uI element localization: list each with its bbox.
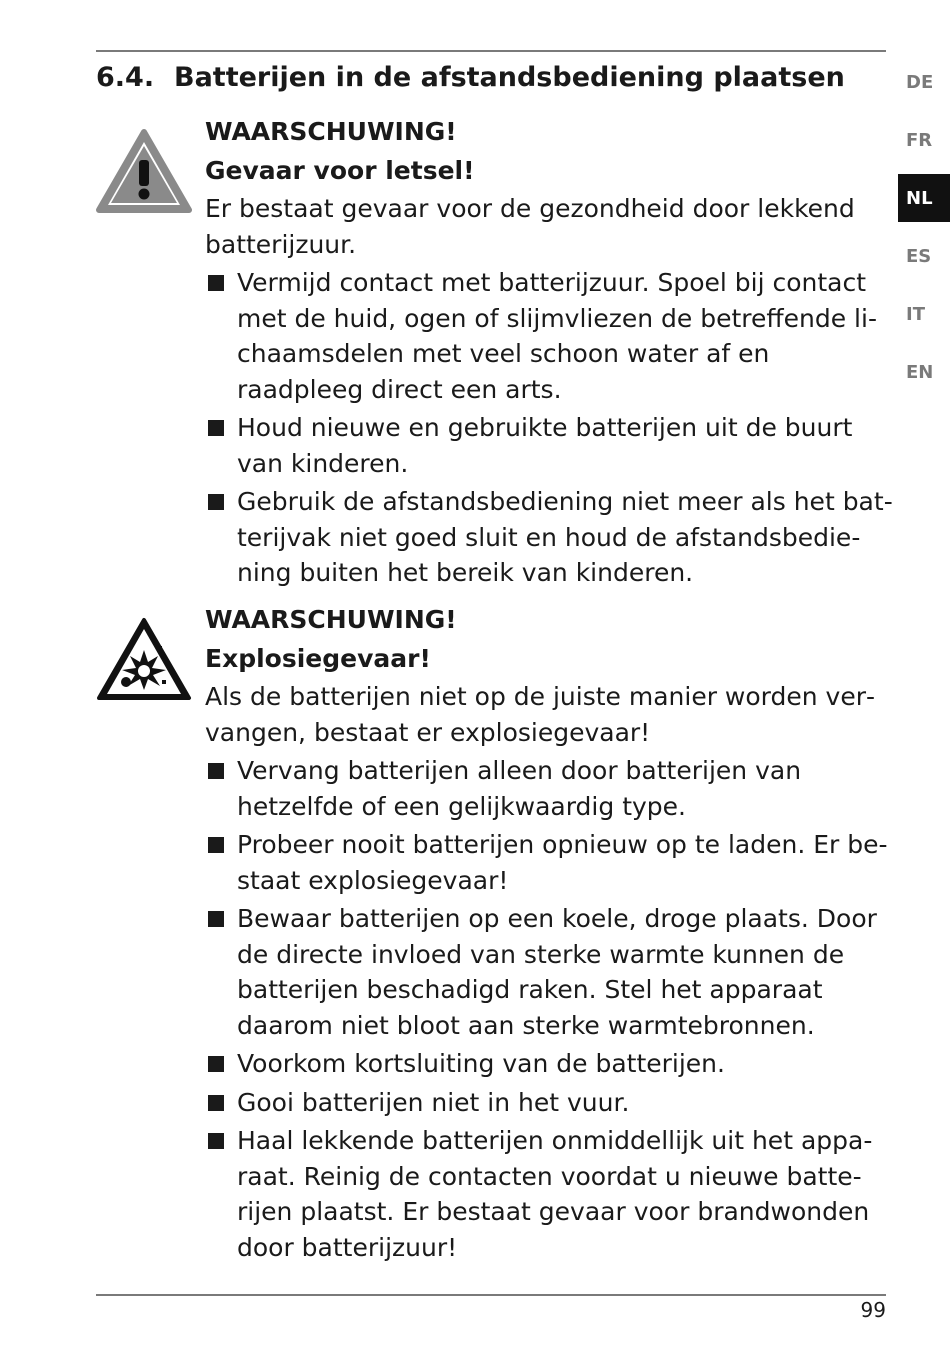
exclamation-triangle-icon — [96, 128, 192, 214]
warning-title: WAARSCHUWING! — [205, 117, 457, 146]
list-item: Haal lekkende batterijen onmiddellijk uit het apparaat. Reinig de contacten voordat u nieuwe batterijen plaatst. Er bestaat gevaar voor brandwonden door batterijzuur! — [205, 1123, 895, 1265]
warning-list — [205, 265, 895, 591]
warning-subtitle: Gevaar voor letsel! — [205, 156, 475, 185]
warning-intro: Als de batterijen niet op de juiste manier worden vervangen, bestaat er explosiegevaar! — [205, 682, 876, 747]
list-item: Probeer nooit batterijen opnieuw op te laden. Er bestaat explosiegevaar! — [205, 827, 895, 898]
section-title: Batterijen in de afstandsbediening plaatsen — [174, 62, 845, 93]
warning-subtitle: Explosiegevaar! — [205, 644, 431, 673]
bottom-rule — [96, 1294, 886, 1296]
list-item: Bewaar batterijen op een koele, droge plaats. Door de directe invloed van sterke warmte kunnen de batterijen beschadigd raken. Stel het apparaat daarom niet bloot aan sterke warmtebronnen. — [205, 901, 895, 1043]
list-item: Houd nieuwe en gebruikte batterijen uit de buurt van kinderen. — [205, 410, 895, 481]
explosion-hazard-icon — [96, 616, 192, 702]
warning-intro: Er bestaat gevaar voor de gezondheid door lekkend batterijzuur. — [205, 194, 855, 259]
lang-tab-it[interactable]: IT — [906, 303, 925, 325]
lang-tab-es[interactable]: ES — [906, 245, 932, 267]
warning-block-injury — [205, 112, 895, 591]
lang-tab-fr[interactable]: FR — [906, 129, 933, 151]
warning-block-explosion — [205, 600, 895, 1265]
list-item: Voorkom kortsluiting van de batterijen. — [205, 1046, 895, 1082]
lang-tab-en[interactable]: EN — [906, 361, 934, 383]
section-number: 6.4. — [96, 62, 155, 93]
lang-tab-nl[interactable]: NL — [898, 174, 950, 222]
list-item: Vervang batterijen alleen door batterijen van hetzelfde of een gelijkwaardig type. — [205, 753, 895, 824]
list-item: Vermijd contact met batterijzuur. Spoel bij contact met de huid, ogen of slijmvliezen de betreffende lichaamsdelen met veel schoon water af en raadpleeg direct een arts. — [205, 265, 895, 407]
list-item: Gooi batterijen niet in het vuur. — [205, 1085, 895, 1121]
lang-tab-de[interactable]: DE — [906, 71, 934, 93]
section-heading — [96, 58, 886, 98]
page-number: 99 — [860, 1298, 886, 1322]
warning-title: WAARSCHUWING! — [205, 605, 457, 634]
warning-list — [205, 753, 895, 1265]
top-rule — [96, 50, 886, 52]
list-item: Gebruik de afstandsbediening niet meer als het batterijvak niet goed sluit en houd de afstandsbediening buiten het bereik van kinderen. — [205, 484, 895, 591]
language-tabs — [898, 58, 950, 406]
